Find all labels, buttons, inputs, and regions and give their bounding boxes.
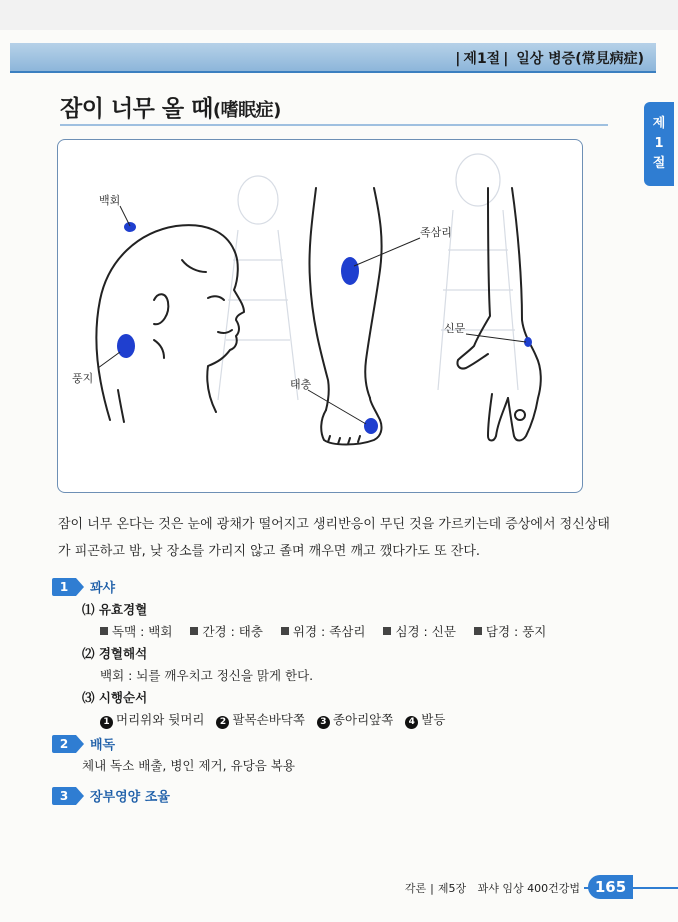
section-header-3: [52, 786, 170, 805]
point-explanation-text: 백회 : 뇌를 깨우치고 정신을 맑게 한다.: [100, 668, 314, 683]
step-item: [405, 712, 445, 727]
page-title-main: 잠이 너무 올 때: [60, 96, 213, 122]
meridian-text: 위경 : 족삼리: [292, 624, 366, 639]
title-underline: [60, 124, 608, 126]
head-outline: [96, 225, 244, 422]
meridian-text: 심경 : 신문: [395, 624, 456, 639]
taechung-point: [364, 418, 378, 434]
detox-text: 체내 독소 배출, 병인 제거, 유당음 복용: [82, 758, 295, 773]
step-text: 팔목손바닥쪽: [232, 712, 305, 727]
label-taechung: 태충: [290, 378, 312, 391]
side-section-tab: [644, 102, 674, 186]
section-number-badge: 3: [52, 787, 76, 805]
pungji-point: [117, 334, 135, 358]
procedure-steps: [100, 710, 453, 729]
side-tab-char: 절: [652, 156, 666, 171]
meridian-item: [383, 624, 455, 639]
meridian-item: [190, 624, 262, 639]
baekhoe-point: [124, 222, 136, 232]
label-joksamni: 족삼리: [420, 226, 452, 239]
meridian-item: [100, 624, 172, 639]
joksamni-point: [341, 257, 359, 285]
step-number-badge: 2: [216, 716, 229, 729]
meridian-list: [100, 622, 560, 640]
page-number: 165: [588, 875, 633, 899]
section-title: 장부영양 조율: [90, 790, 170, 805]
label-sinmun: 신문: [444, 322, 466, 335]
section-title: 배독: [90, 738, 116, 753]
step-item: [216, 712, 304, 727]
step-item: [100, 712, 205, 727]
section-number: 제1절: [463, 51, 501, 67]
footer-book-title: 꽈샤 임상 400건강법: [477, 882, 580, 895]
label-leaders: [98, 206, 526, 424]
section-header-2: [52, 734, 115, 753]
sub-heading-procedure: ⑶ 시행순서: [82, 690, 148, 705]
step-number-badge: 1: [100, 716, 113, 729]
meridian-text: 담경 : 풍지: [485, 624, 547, 639]
footer-chapter: 제5장: [437, 882, 467, 895]
acupoint-illustration: [58, 140, 582, 492]
step-number-badge: 4: [405, 716, 418, 729]
page-footer: 각론 | 제5장 꽈샤 임상 400건강법: [404, 882, 580, 895]
chapter-header-bar: [10, 43, 656, 73]
section-title: 일상 병증(常見病症): [516, 51, 644, 67]
leg-outline: [309, 188, 381, 445]
section-number-badge: 2: [52, 735, 76, 753]
page-title: [60, 90, 281, 123]
sub-heading-point-explanation: ⑵ 경혈해석: [82, 646, 148, 661]
page-title-hanja: (嗜眠症): [212, 100, 281, 121]
label-baekhoe: 백회: [99, 194, 121, 207]
side-tab-char: 제: [652, 116, 666, 131]
section-number-badge: 1: [52, 578, 76, 596]
meridian-item: [281, 624, 366, 639]
footer-part: 각론: [404, 882, 427, 895]
label-pungji: 풍지: [72, 372, 94, 385]
meridian-text: 독맥 : 백회: [112, 624, 173, 639]
side-tab-char: 1: [654, 136, 664, 151]
step-text: 머리위와 뒷머리: [116, 712, 205, 727]
section-header-1: [52, 577, 115, 596]
chapter-header-text: | 제1절 | 일상 병증(常見病症): [455, 51, 644, 67]
intro-paragraph: 잠이 너무 온다는 것은 눈에 광채가 떨어지고 생리반응이 무딘 것을 가르키는데 증상에서 정신상태가 피곤하고 밤, 낮 장소를 가리지 않고 졸며 깨우면 깨고 깼다가도 또 잔다.: [58, 517, 610, 559]
acupoint-figure: [57, 139, 583, 493]
acupoint-marks: [117, 222, 532, 434]
meridian-text: 간경 : 태충: [202, 624, 263, 639]
sub-heading-effective-points: ⑴ 유효경혈: [82, 602, 148, 617]
step-item: [317, 712, 393, 727]
section-title: 꽈샤: [90, 581, 116, 596]
meridian-item: [474, 624, 546, 639]
page-top-band: [0, 0, 678, 30]
step-text: 발등: [421, 712, 446, 727]
step-text: 종아리앞쪽: [332, 712, 394, 727]
step-number-badge: 3: [317, 716, 330, 729]
hand-outline: [457, 188, 540, 441]
